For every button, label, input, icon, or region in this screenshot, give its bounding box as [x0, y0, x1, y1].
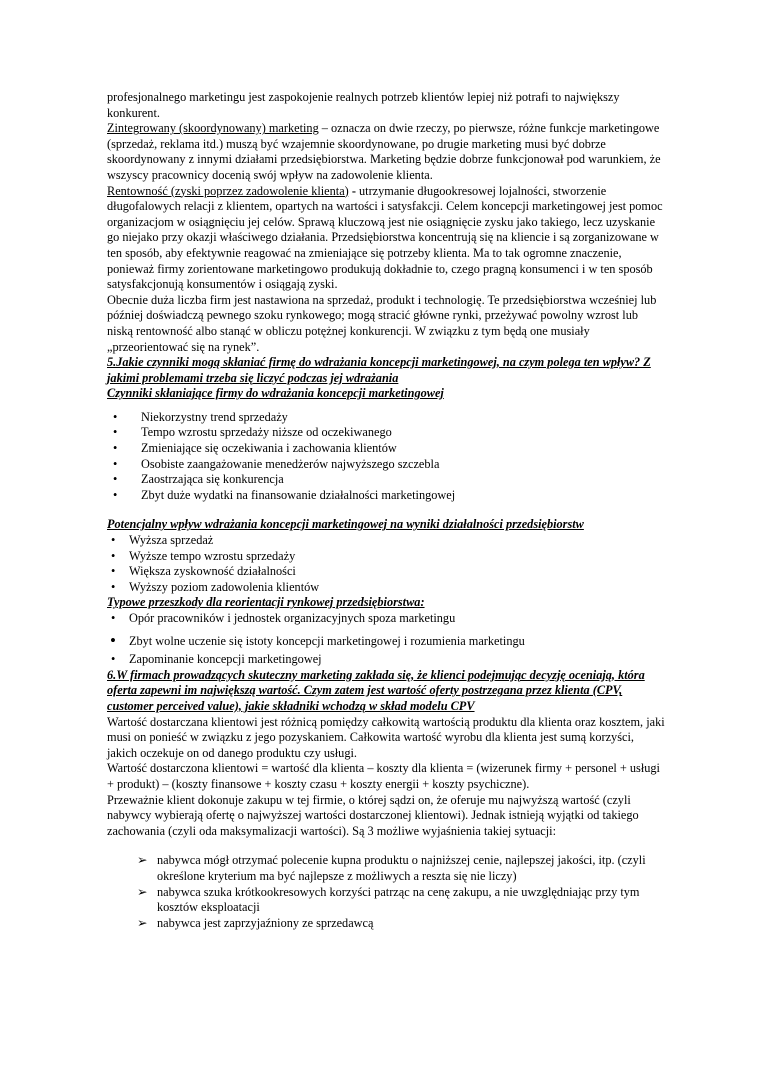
obstacles-subheading: Typowe przeszkody dla reorientacji rynkowej przedsiębiorstwa: [107, 595, 425, 610]
question-6-heading: 6.W firmach prowadzących skuteczny marketing zakłada się, że klienci podejmując decyzję oceniają, która oferta zapewni im największą wartość. Czym zatem jest wartość oferty postrzegana przez klienta (CPV, customer perceived value), jakie składniki wchodzą w skład modelu CPV [107, 667, 645, 713]
effects-list [107, 533, 667, 595]
cpv-paragraph-2: Wartość dostarczona klientowi = wartość dla klienta – koszty dla klienta = (wizerunek firmy + personel + usługi + produkt) – (koszty finansowe + koszty czasu + koszty energii + koszty psychiczne). [107, 761, 660, 791]
list-item: • Osobiste zaangażowanie menedżerów najwyższego szczebla [107, 457, 667, 473]
list-item: • Wyższa sprzedaż [107, 533, 667, 549]
factors-subheading: Czynniki skłaniające firmy do wdrażania koncepcji marketingowej [107, 386, 444, 401]
list-item: ➢ nabywca mógł otrzymać polecenie kupna produktu o najniższej cenie, najlepszej jakości, itp. (czyli określone kryterium ma być najlepsze z możliwych a reszta się nie liczy) [107, 853, 667, 884]
cpv-paragraph-3: Przeważnie klient dokonuje zakupu w tej firmie, o której sądzi on, że oferuje mu najwyższą wartość (czyli nabywcy wybierają ofertę o najwyższej wartości dostarczonej klientowi). Jednak istnieją wyjątki od takiego zachowania (czyli oda maksymalizacji wartości). Są 3 możliwe wyjaśnienia takiej sytuacji: [107, 792, 639, 838]
list-item: • Wyższy poziom zadowolenia klientów [107, 580, 667, 596]
list-item: • Zapominanie koncepcji marketingowej [107, 652, 667, 668]
list-item: ➢ nabywca szuka krótkookresowych korzyści patrząc na cenę zakupu, a nie uwzględniając przy tym kosztów eksploatacji [107, 885, 667, 916]
list-item: • Opór pracowników i jednostek organizacyjnych spoza marketingu [107, 611, 667, 627]
situations-list [107, 853, 667, 931]
list-item: • Zbyt wolne uczenie się istoty koncepcji marketingowej i rozumienia marketingu [107, 634, 667, 650]
list-item: • Większa zyskowność działalności [107, 564, 667, 580]
effects-subheading: Potencjalny wpływ wdrażania koncepcji marketingowej na wyniki działalności przedsiębiorstw [107, 517, 584, 532]
intro-paragraph-1: profesjonalnego marketingu jest zaspokojenie realnych potrzeb klientów lepiej niż potrafi to największy konkurent. [107, 90, 620, 120]
list-item: • Wyższe tempo wzrostu sprzedaży [107, 549, 667, 565]
question-5-heading: 5.Jakie czynniki mogą skłaniać firmę do wdrażania koncepcji marketingowej, na czym polega ten wpływ? Z jakimi problemami trzeba się liczyć podczas jej wdrażania [107, 355, 651, 385]
list-item: ➢ nabywca jest zaprzyjaźniony ze sprzedawcą [107, 916, 667, 932]
list-item: • Zbyt duże wydatki na finansowanie działalności marketingowej [107, 488, 667, 504]
list-item: • Zmieniające się oczekiwania i zachowania klientów [107, 441, 667, 457]
factors-list [107, 410, 667, 504]
list-item: • Tempo wzrostu sprzedaży niższe od oczekiwanego [107, 425, 667, 441]
list-item: • Zaostrzająca się konkurencja [107, 472, 667, 488]
intro-paragraph-4: Obecnie duża liczba firm jest nastawiona na sprzedaż, produkt i technologię. Te przedsiębiorstwa wcześniej lub później doświadczą pewnego szoku rynkowego; mogą stracić główne rynki, przeżywać powolny wzrost lub niską rentowność albo stanąć w obliczu potężnej konkurencji. W związku z tym będą one musiały „przeorientować się na rynek”. [107, 292, 657, 354]
document-page [107, 90, 667, 931]
obstacles-list [107, 611, 667, 668]
term-profitability: Rentowność (zyski poprzez zadowolenie klienta) [107, 183, 349, 198]
term-integrated-marketing: Zintegrowany (skoordynowany) marketing [107, 121, 319, 136]
cpv-paragraph-1: Wartość dostarczana klientowi jest różnicą pomiędzy całkowitą wartością produktu dla klienta oraz kosztem, jaki musi on ponieść w związku z jego pozyskaniem. Całkowita wartość wyrobu dla klienta jest sumą korzyści, jakich oczekuje on od danego produktu czy usługi. [107, 714, 665, 760]
intro-paragraph-3: Rentowność (zyski poprzez zadowolenie klienta) - utrzymanie długookresowej lojalności, stworzenie długofalowych relacji z klientem, opartych na wartości i satysfakcji. Celem koncepcji marketingowej jest pomoc organizacjom w osiągnięciu jej celów. Sprawą kluczową jest nie osiągnięcie zysku jako takiego, lecz uzyskanie go niejako przy okazji właściwego działania. Przedsiębiorstwa koncentrują się na kliencie i są zorganizowane w ten sposób, aby efektywnie reagować na zmieniające się potrzeby klienta. Ma to tak ogromne znaczenie, ponieważ firmy zorientowane marketingowo produkują dokładnie to, czego pragną konsumenci i w ten sposób satysfakcjonują konsumentów i osiągają zyski. [107, 183, 663, 292]
intro-paragraph-2: Zintegrowany (skoordynowany) marketing – oznacza on dwie rzeczy, po pierwsze, różne funkcje marketingowe (sprzedaż, reklama itd.) muszą być wzajemnie skoordynowane, po drugie marketing musi być dobrze skoordynowany z innymi działami przedsiębiorstwa. Marketing będzie dobrze funkcjonował pod warunkiem, że wszyscy pracownicy docenią swój wpływ na zadowolenie klienta. [107, 121, 661, 182]
list-item: • Niekorzystny trend sprzedaży [107, 410, 667, 426]
